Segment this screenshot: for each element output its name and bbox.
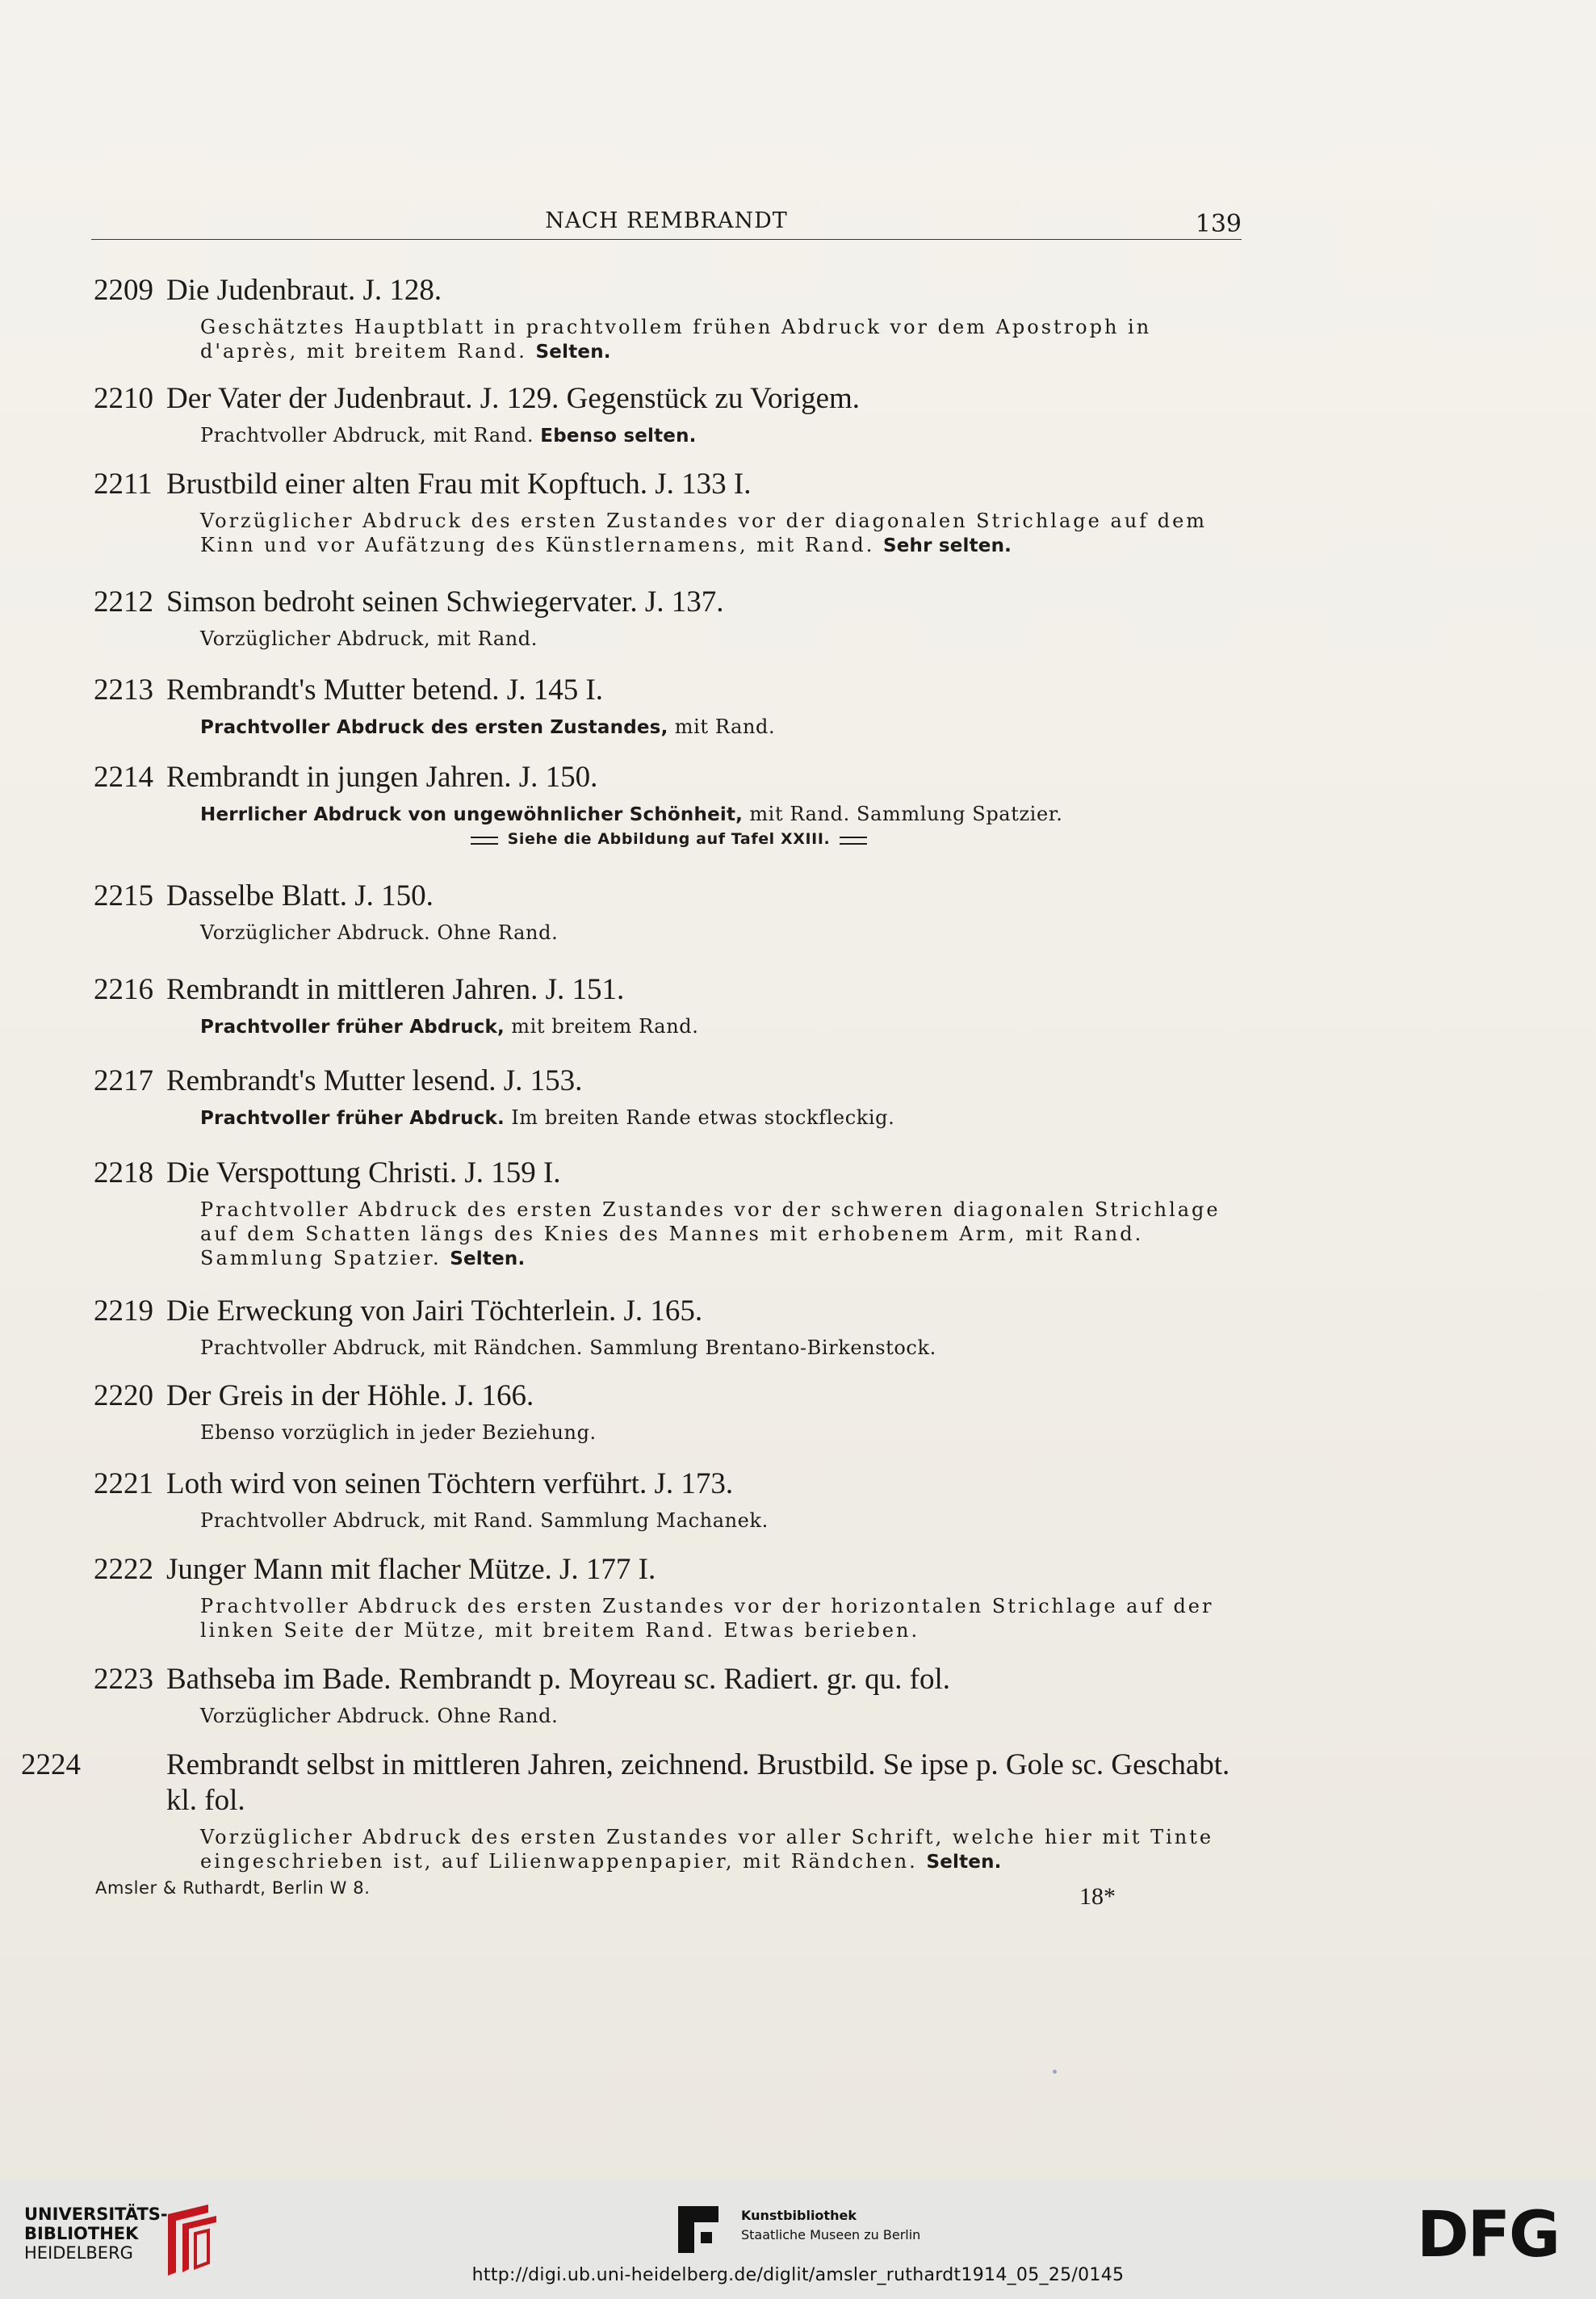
entry-number: 2217 xyxy=(94,1064,153,1097)
entry-highlight: Herrlicher Abdruck von ungewöhnlicher Schönheit, xyxy=(200,804,744,825)
kunstbibliothek-name: Kunstbibliothek xyxy=(741,2208,857,2223)
catalog-entry-2210 xyxy=(94,381,1244,448)
catalog-entry-2213 xyxy=(94,673,1244,740)
entry-description: Prachtvoller Abdruck, mit Rändchen. Sammlung Brentano-Birkenstock. xyxy=(200,1336,936,1359)
catalog-entry-2215 xyxy=(94,879,1244,945)
page-number: 139 xyxy=(1195,210,1242,238)
library-name-line1: UNIVERSITÄTS- xyxy=(24,2205,168,2224)
catalog-entry-2212 xyxy=(94,585,1244,651)
entry-title: Bathseba im Bade. Rembrandt p. Moyreau sc. Radiert. gr. qu. fol. xyxy=(166,1663,951,1696)
entry-number: 2216 xyxy=(94,973,153,1006)
plate-reference xyxy=(94,830,1244,848)
entry-title: Rembrandt selbst in mittleren Jahren, zeichnend. Brustbild. Se ipse p. Gole sc. Geschabt. kl. fol. xyxy=(166,1748,1230,1817)
entry-number: 2211 xyxy=(94,468,153,501)
entry-title: Der Greis in der Höhle. J. 166. xyxy=(166,1379,534,1412)
entry-description: Prachtvoller Abdruck des ersten Zustandes vor der horizontalen Strichlage auf der linken Seite der Mütze, mit breitem Rand. Etwas berieben. xyxy=(200,1595,1214,1642)
catalog-entry-2221 xyxy=(94,1466,1244,1533)
catalog-entry-2217 xyxy=(94,1063,1244,1131)
entry-title: Die Verspottung Christi. J. 159 I. xyxy=(166,1156,561,1189)
entry-description: Prachtvoller Abdruck des ersten Zustandes vor der schweren diagonalen Strichlage auf dem Schatten längs des Knies des Mannes mit erhobenem Arm, mit Rand. Sammlung Spatzier. xyxy=(200,1198,1221,1269)
entry-number: 2209 xyxy=(94,274,153,307)
kunstbibliothek-label[interactable] xyxy=(741,2206,920,2245)
entry-title: Rembrandt's Mutter lesend. J. 153. xyxy=(166,1064,583,1097)
entry-description: Ebenso vorzüglich in jeder Beziehung. xyxy=(200,1421,597,1444)
catalog-entry-2224 xyxy=(21,1747,1244,1874)
kunstbibliothek-subtitle: Staatliche Museen zu Berlin xyxy=(741,2227,921,2242)
running-title: NACH REMBRANDT xyxy=(545,208,788,233)
entry-highlight: Prachtvoller früher Abdruck. xyxy=(200,1108,505,1129)
catalog-entry-2214 xyxy=(94,760,1244,848)
entry-description: Vorzüglicher Abdruck des ersten Zustandes vor der diagonalen Strichlage auf dem Kinn und vor Aufätzung des Künstlernamens, mit Rand. xyxy=(200,510,1208,556)
running-header xyxy=(91,207,1242,240)
entry-number: 2220 xyxy=(94,1379,153,1412)
sheet-signature: 18* xyxy=(1079,1883,1116,1910)
ub-heidelberg-logo[interactable] xyxy=(24,2205,168,2263)
entry-title: Rembrandt in jungen Jahren. J. 150. xyxy=(166,761,598,794)
catalog-entry-2222 xyxy=(94,1552,1244,1642)
double-rule-right xyxy=(840,837,867,845)
entry-title: Simson bedroht seinen Schwiegervater. J. 137. xyxy=(166,585,724,619)
kunstbibliothek-icon xyxy=(678,2206,718,2253)
entry-description: Im breiten Rande etwas stockfleckig. xyxy=(505,1106,895,1129)
entry-description: mit Rand. Sammlung Spatzier. xyxy=(743,803,1063,825)
entry-highlight: Ebenso selten. xyxy=(540,426,697,447)
entry-highlight: Selten. xyxy=(535,342,611,363)
catalog-entry-2211 xyxy=(94,467,1244,558)
entry-title: Die Erweckung von Jairi Töchterlein. J. 165. xyxy=(166,1294,703,1328)
scan-speck xyxy=(1053,2070,1057,2074)
catalog-entry-2223 xyxy=(94,1662,1244,1728)
catalog-entry-2220 xyxy=(94,1378,1244,1445)
entry-number: 2224 xyxy=(21,1748,81,1781)
entry-number: 2221 xyxy=(94,1467,153,1500)
dfg-logo[interactable] xyxy=(1417,2206,1574,2263)
entry-title: Rembrandt in mittleren Jahren. J. 151. xyxy=(166,973,625,1006)
entry-number: 2223 xyxy=(94,1663,153,1696)
entry-number: 2212 xyxy=(94,585,153,619)
entry-description: Prachtvoller Abdruck, mit Rand. xyxy=(200,424,541,447)
entry-number: 2215 xyxy=(94,879,153,912)
catalog-entry-2216 xyxy=(94,972,1244,1039)
entry-title: Rembrandt's Mutter betend. J. 145 I. xyxy=(166,673,604,707)
entry-title: Junger Mann mit flacher Mütze. J. 177 I. xyxy=(166,1553,656,1586)
library-name-line3: HEIDELBERG xyxy=(24,2243,133,2263)
entry-title: Die Judenbraut. J. 128. xyxy=(166,274,442,307)
entry-title: Dasselbe Blatt. J. 150. xyxy=(166,879,434,912)
entry-highlight: Selten. xyxy=(450,1248,526,1269)
entry-number: 2214 xyxy=(94,761,153,794)
dfg-logo-text: DFG xyxy=(1417,2206,1560,2263)
entry-number: 2218 xyxy=(94,1156,153,1189)
entry-description: Vorzüglicher Abdruck, mit Rand. xyxy=(200,627,538,650)
entry-description: Vorzüglicher Abdruck des ersten Zustandes vor aller Schrift, welche hier mit Tinte eingeschrieben ist, auf Lilienwappenpapier, mit Rändchen. xyxy=(200,1826,1214,1873)
entry-highlight: Selten. xyxy=(926,1852,1002,1873)
publisher-imprint: Amsler & Ruthardt, Berlin W 8. xyxy=(95,1878,371,1898)
catalog-entry-2218 xyxy=(94,1156,1244,1271)
entry-highlight: Prachtvoller Abdruck des ersten Zustandes, xyxy=(200,717,668,738)
entry-number: 2219 xyxy=(94,1294,153,1328)
library-name-line2: BIBLIOTHEK xyxy=(24,2224,139,2243)
entry-description: Vorzüglicher Abdruck. Ohne Rand. xyxy=(200,921,559,944)
entry-description: mit Rand. xyxy=(668,715,776,738)
catalog-entry-2209 xyxy=(94,273,1244,364)
entry-highlight: Prachtvoller früher Abdruck, xyxy=(200,1017,505,1038)
plate-reference-text: Siehe die Abbildung auf Tafel XXIII. xyxy=(507,830,831,848)
entry-description: Vorzüglicher Abdruck. Ohne Rand. xyxy=(200,1705,559,1727)
entry-title: Loth wird von seinen Töchtern verführt. J. 173. xyxy=(166,1467,734,1500)
double-rule-left xyxy=(471,837,498,845)
entry-title: Der Vater der Judenbraut. J. 129. Gegenstück zu Vorigem. xyxy=(166,382,861,415)
permalink-url[interactable]: http://digi.ub.uni-heidelberg.de/diglit/amsler_ruthardt1914_05_25/0145 xyxy=(471,2265,1125,2285)
entry-highlight: Sehr selten. xyxy=(882,535,1012,556)
entry-description: mit breitem Rand. xyxy=(505,1015,699,1038)
entry-number: 2210 xyxy=(94,382,153,415)
entry-title: Brustbild einer alten Frau mit Kopftuch. J. 133 I. xyxy=(166,468,752,501)
entry-description: Prachtvoller Abdruck, mit Rand. Sammlung Machanek. xyxy=(200,1509,769,1532)
entry-number: 2213 xyxy=(94,673,153,707)
catalog-entry-2219 xyxy=(94,1294,1244,1360)
entry-description: Geschätztes Hauptblatt in prachtvollem frühen Abdruck vor dem Apostroph in d'après, mit breitem Rand. xyxy=(200,316,1152,363)
entry-number: 2222 xyxy=(94,1553,153,1586)
